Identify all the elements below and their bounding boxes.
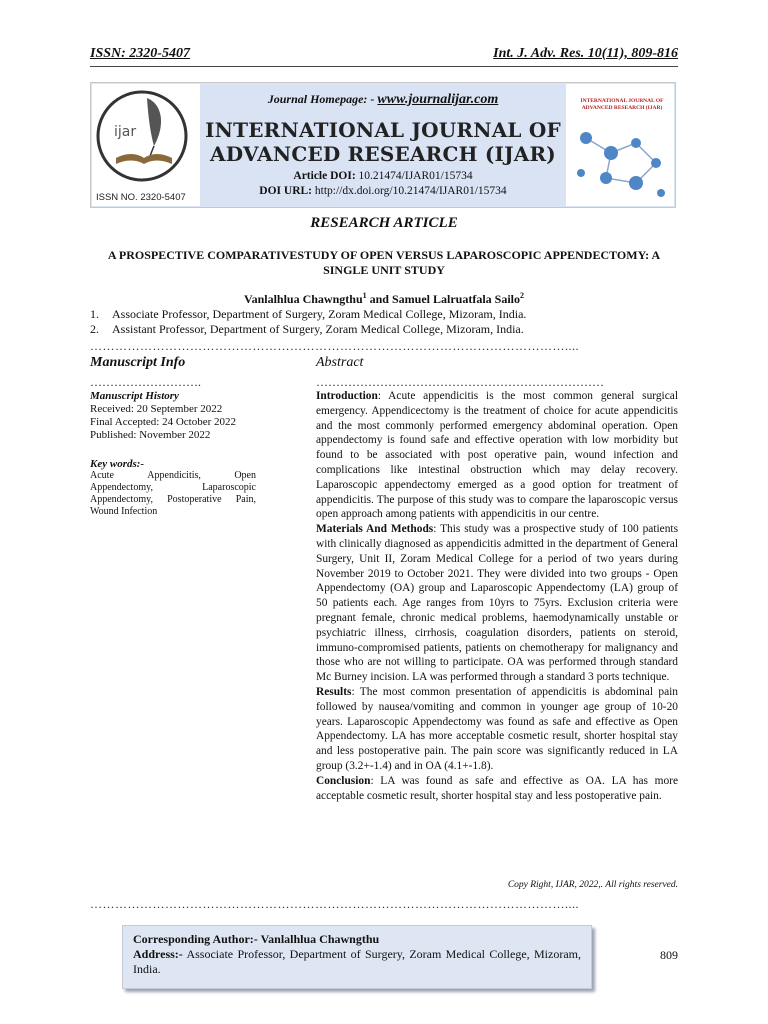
header-rule xyxy=(90,66,678,67)
abstract-body xyxy=(316,389,678,803)
abstract-methods: Materials And Methods: This study was a prospective study of 100 patients with clinically diagnosed as appendicitis admitted in the department of General Surgery, Unit II, Zoram Medical College for a period of two years during November 2019 to October 2021. They were divided into two groups - Open Appendectomy (OA) group and Laparoscopic Appendectomy (LA) group of 50 patients each. Age ranges from 10yrs to 75yrs. Exclusion criteria were pregnant female, chronic medical problems, haemodynamically unstable or psychiatric illness, cirrhosis, coagulation disorders, patients on steroid, immuno-compromised patients, patients on chemotherapy for malignancy and those who are not willing to participate. OA was performed through standard Mc Burney incision. LA was performed through a standard 3 ports technique. xyxy=(316,523,678,684)
abstract-introduction: Introduction: Acute appendicitis is the most common general surgical emergency. Appendicectomy is the treatment of choice for acute appendicitis and the most commonly performed emergency abdominal operation. Open appendectomy is found safe and effective operation with low morbidity but found to be associated with post operative pain, wound infection and complications like intestinal obstruction which may delay recovery. Laparoscopic appendectomy emerged as a good option for treatment of appendicitis. The purpose of this study was to compare the laparoscopic versus open approach among patients with appendicitis in our centre. xyxy=(316,390,678,521)
journal-title-line1: INTERNATIONAL JOURNAL OF xyxy=(205,118,561,142)
affiliation-1: 1. Associate Professor, Department of Surgery, Zoram Medical College, Mizoram, India. xyxy=(90,307,527,321)
journal-cover-image: INTERNATIONAL JOURNAL OF ADVANCED RESEARCH (IJAR) xyxy=(566,84,674,206)
doi-link[interactable]: http://dx.doi.org/10.21474/IJAR01/15734 xyxy=(314,185,507,197)
separator-top: …………………………………………………………………………………………………….... xyxy=(90,339,579,353)
copyright: Copy Right, IJAR, 2022,. All rights reserved. xyxy=(507,880,678,890)
manuscript-history: Manuscript History Received: 20 September 2022 Final Accepted: 24 October 2022 Published: November 2022 xyxy=(90,390,237,441)
homepage-link[interactable]: www.journalijar.com xyxy=(377,92,499,107)
logo-issn: ISSN NO. 2320-5407 xyxy=(96,192,186,203)
authors: Vanlalhlua Chawngthu$^1$ and Samuel Lalruatfala Sailo$^2$ xyxy=(244,291,524,306)
abstract-dots: ……………………………………………………………… xyxy=(316,375,604,389)
corresponding-author: Corresponding Author:- Vanlalhlua Chawngthu xyxy=(133,932,380,946)
manuscript-info-heading: Manuscript Info xyxy=(90,355,186,370)
issn-header: ISSN: 2320-5407 xyxy=(90,46,190,61)
manuscript-dots: ………………………. xyxy=(90,375,201,389)
page-number: 809 xyxy=(660,948,678,962)
article-type: RESEARCH ARTICLE xyxy=(310,215,458,231)
journal-title-line2: ADVANCED RESEARCH (IJAR) xyxy=(210,142,556,166)
affiliation-2: 2. Assistant Professor, Department of Surgery, Zoram Medical College, Mizoram, India. xyxy=(90,322,524,336)
keywords: Key words:- Acute Appendicitis, Open Appendectomy, Laparoscopic Appendectomy, Postoperative Pain, Wound Infection xyxy=(90,458,256,517)
doi-url: DOI URL: http://dx.doi.org/10.21474/IJAR01/15734 xyxy=(259,185,507,197)
article-title: A PROSPECTIVE COMPARATIVESTUDY OF OPEN VERSUS LAPAROSCOPIC APPENDECTOMY: A SINGLE UNIT STUDY xyxy=(107,248,661,277)
abstract-results: Results: The most common presentation of appendicitis is abdominal pain followed by nausea/vomiting and common in younger age group of 10-20 years. Laparoscopic Appendectomy was found as safe and effective as Open Appendectomy. LA has more acceptable cosmetic result, shorter hospital stay and less postoperative pain. The pain score was significantly reduced in LA group (3.2+-1.4) and in OA (4.1+-1.8). xyxy=(316,685,678,772)
citation-header: Int. J. Adv. Res. 10(11), 809-816 xyxy=(493,46,678,61)
abstract-conclusion: Conclusion: LA was found as safe and effective as OA. LA has more acceptable cosmetic result, shorter hospital stay and less postoperative pain. xyxy=(316,774,678,802)
separator-bottom: …………………………………………………………………………………………………….... xyxy=(90,897,579,911)
author-address: Address:- Associate Professor, Department of Surgery, Zoram Medical College, Mizoram, India. xyxy=(133,947,581,976)
abstract-heading: Abstract xyxy=(316,355,364,370)
journal-homepage: Journal Homepage: - www.journalijar.com xyxy=(267,92,499,107)
corresponding-author-box xyxy=(122,925,592,989)
article-doi: Article DOI: 10.21474/IJAR01/15734 xyxy=(293,170,473,182)
journal-logo: ijar ISSN NO. 2320-5407 xyxy=(92,84,200,206)
